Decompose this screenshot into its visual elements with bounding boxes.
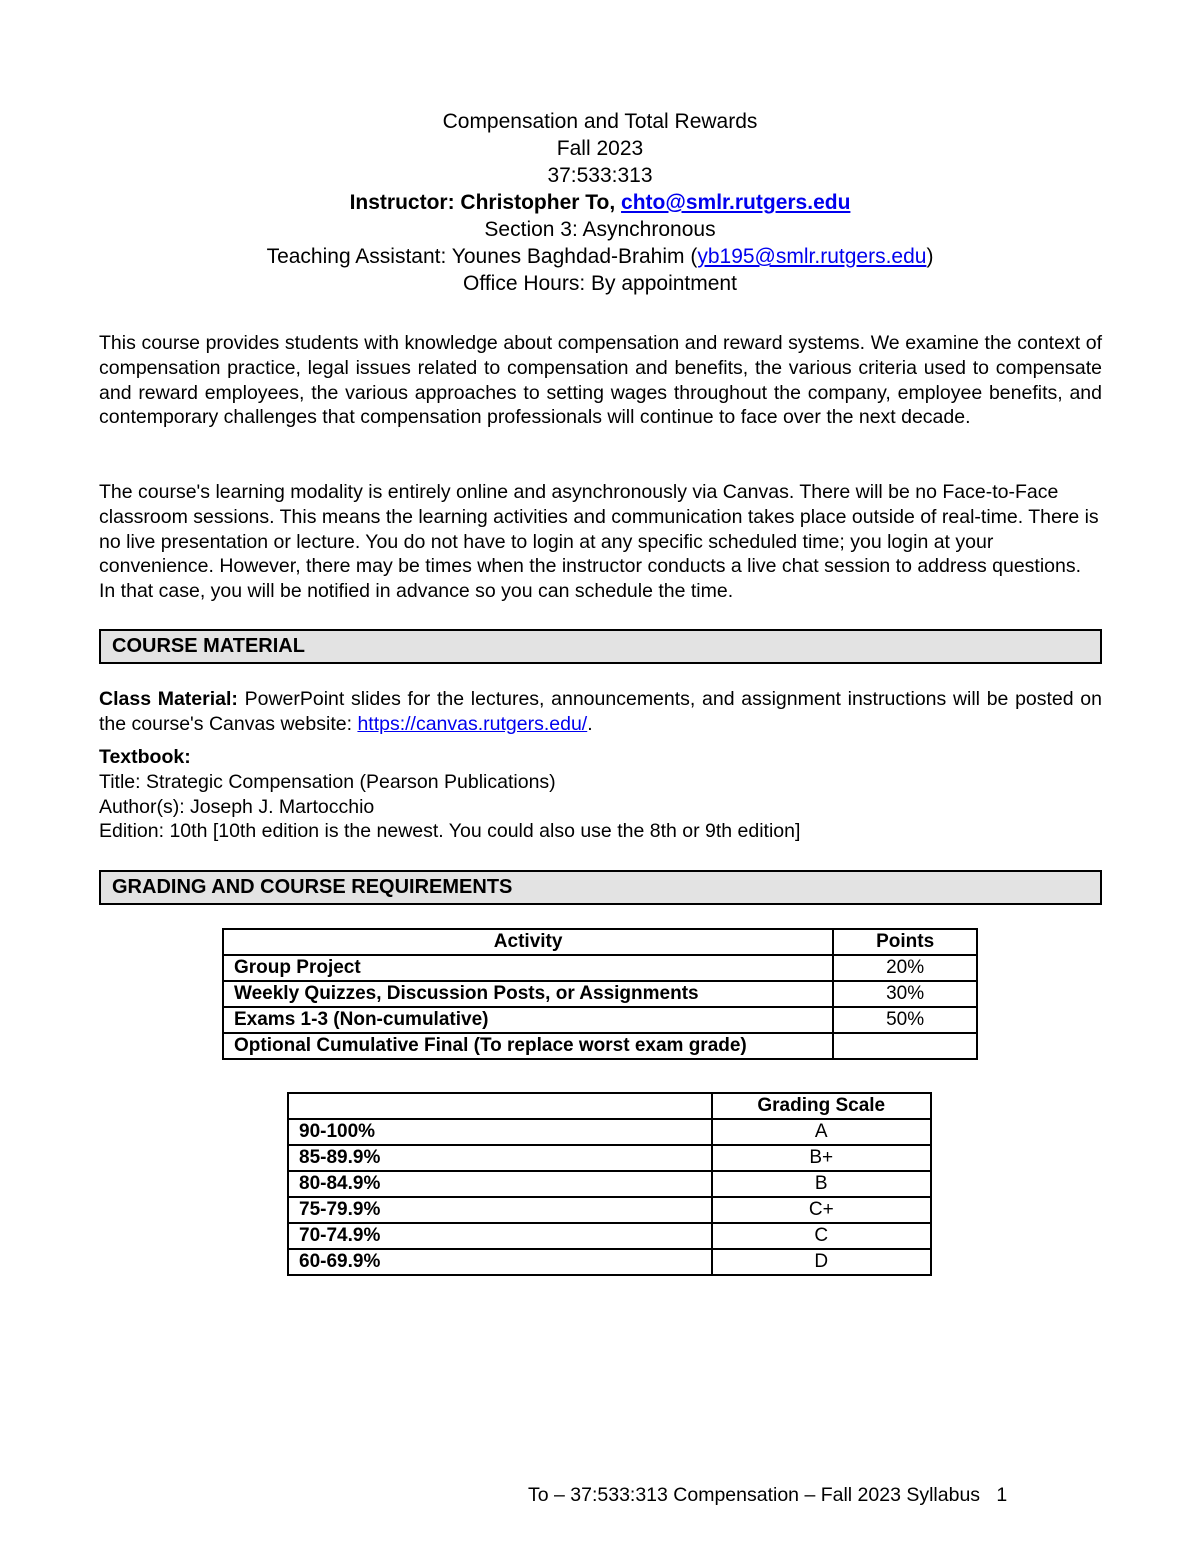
course-code: 37:533:313 bbox=[547, 164, 653, 187]
table-row bbox=[223, 955, 977, 981]
table-row bbox=[288, 1197, 931, 1223]
grading-heading bbox=[99, 870, 1102, 905]
activity-points: 50% bbox=[833, 1007, 977, 1033]
instructor-email-link[interactable]: chto@smlr.rutgers.edu bbox=[621, 191, 851, 214]
activity-points-table bbox=[222, 928, 978, 1060]
canvas-link[interactable]: https://canvas.rutgers.edu/ bbox=[357, 712, 588, 735]
ta-email-link[interactable]: yb195@smlr.rutgers.edu bbox=[697, 245, 927, 268]
score-range: 80-84.9% bbox=[288, 1171, 712, 1197]
range-column-header bbox=[288, 1093, 712, 1119]
activity-name: Optional Cumulative Final (To replace worst exam grade) bbox=[223, 1033, 833, 1059]
activity-points: 20% bbox=[833, 955, 977, 981]
score-range: 90-100% bbox=[288, 1119, 712, 1145]
activity-points: 30% bbox=[833, 981, 977, 1007]
instructor-label: Instructor: Christopher To, bbox=[349, 191, 616, 214]
course-term: Fall 2023 bbox=[556, 137, 644, 160]
grading-heading-text: GRADING AND COURSE REQUIREMENTS bbox=[112, 876, 513, 898]
table-header-row bbox=[223, 929, 977, 955]
letter-grade: B+ bbox=[712, 1145, 931, 1171]
points-column-header: Points bbox=[833, 929, 977, 955]
letter-grade: C bbox=[712, 1223, 931, 1249]
footer-text: To – 37:533:313 Compensation – Fall 2023 Syllabus bbox=[528, 1484, 981, 1506]
activity-name: Exams 1-3 (Non-cumulative) bbox=[223, 1007, 833, 1033]
activity-name: Weekly Quizzes, Discussion Posts, or Assignments bbox=[223, 981, 833, 1007]
table-row bbox=[223, 1007, 977, 1033]
textbook-title: Title: Strategic Compensation (Pearson Publications) bbox=[99, 770, 556, 793]
class-material-period: . bbox=[587, 712, 593, 735]
office-hours: Office Hours: By appointment bbox=[463, 272, 737, 295]
letter-grade: D bbox=[712, 1249, 931, 1275]
course-description: This course provides students with knowledge about compensation and reward systems. We examine the context of compensation practice, legal issues related to compensation and benefits, the various criteria used to compensate and reward employees, the various approaches to setting wages throughout the company, employee benefits, and contemporary challenges that compensation professionals will continue to face over the next decade. bbox=[99, 332, 1102, 429]
course-title: Compensation and Total Rewards bbox=[442, 110, 758, 133]
ta-close-paren: ) bbox=[926, 245, 934, 268]
table-row bbox=[288, 1223, 931, 1249]
letter-grade: C+ bbox=[712, 1197, 931, 1223]
course-modality: The course's learning modality is entirely online and asynchronously via Canvas. There will be no Face-to-Face classroom sessions. This means the learning activities and communication takes place outside of real-time. There is no live presentation or lecture. You do not have to login at any specific scheduled time; you login at your convenience. However, there may be times when the instructor conducts a live chat session to address questions. In that case, you will be notified in advance so you can schedule the time. bbox=[99, 481, 1099, 603]
score-range: 85-89.9% bbox=[288, 1145, 712, 1171]
activity-column-header: Activity bbox=[223, 929, 833, 955]
course-header bbox=[0, 108, 1200, 297]
ta-line bbox=[0, 243, 1200, 270]
grading-scale-table bbox=[287, 1092, 932, 1276]
table-header-row bbox=[288, 1093, 931, 1119]
table-row bbox=[288, 1171, 931, 1197]
class-material-text: PowerPoint slides for the lectures, announcements, and assignment instructions will be posted on the course's Canvas website: bbox=[99, 688, 1102, 735]
score-range: 60-69.9% bbox=[288, 1249, 712, 1275]
score-range: 75-79.9% bbox=[288, 1197, 712, 1223]
page-number: 1 bbox=[996, 1484, 1008, 1506]
textbook-edition: Edition: 10th [10th edition is the newest. You could also use the 8th or 9th edition] bbox=[99, 820, 801, 843]
table-row bbox=[288, 1119, 931, 1145]
grading-scale-column-header: Grading Scale bbox=[712, 1093, 931, 1119]
table-row bbox=[288, 1249, 931, 1275]
textbook-author: Author(s): Joseph J. Martocchio bbox=[99, 795, 375, 818]
activity-name: Group Project bbox=[223, 955, 833, 981]
table-row bbox=[223, 1033, 977, 1059]
class-material-label: Class Material: bbox=[99, 688, 238, 710]
page-footer bbox=[528, 1484, 1007, 1507]
textbook-label: Textbook: bbox=[99, 746, 191, 768]
activity-points bbox=[833, 1033, 977, 1059]
letter-grade: A bbox=[712, 1119, 931, 1145]
section-info: Section 3: Asynchronous bbox=[484, 218, 716, 241]
course-material-heading bbox=[99, 629, 1102, 664]
table-row bbox=[223, 981, 977, 1007]
class-material-paragraph bbox=[99, 687, 1102, 737]
textbook-block bbox=[99, 745, 1102, 844]
instructor-line bbox=[0, 189, 1200, 216]
letter-grade: B bbox=[712, 1171, 931, 1197]
course-material-heading-text: COURSE MATERIAL bbox=[112, 635, 305, 657]
table-row bbox=[288, 1145, 931, 1171]
ta-label: Teaching Assistant: Younes Baghdad-Brahim ( bbox=[266, 245, 698, 268]
score-range: 70-74.9% bbox=[288, 1223, 712, 1249]
